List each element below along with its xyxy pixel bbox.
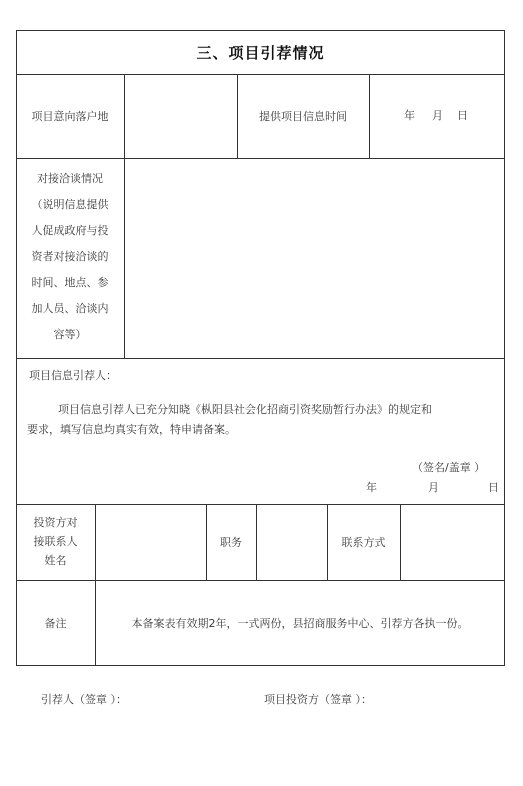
landing-location-label: 项目意向落户地: [31, 110, 109, 123]
section-title: 三、项目引荐情况: [196, 43, 325, 62]
position-label: 职务: [220, 536, 242, 549]
position-field[interactable]: [256, 504, 327, 580]
investor-contact-label-line: 接联系人: [33, 535, 78, 548]
investor-contact-label-line: 姓名: [44, 554, 67, 567]
info-time-field[interactable]: [369, 74, 505, 158]
contact-method-label: 联系方式: [341, 536, 386, 549]
sign-label: （签名/盖章 ）: [412, 461, 486, 474]
table-divider: [16, 358, 505, 359]
contact-method-field[interactable]: [400, 504, 505, 580]
remarks-text: 本备案表有效期2年，一式两份，县招商服务中心、引荐方各执一份。: [131, 617, 469, 630]
investor-contact-name-field[interactable]: [95, 504, 206, 580]
remarks-label: 备注: [44, 617, 67, 630]
negotiation-label-line: 人促成政府与投: [31, 224, 109, 237]
negotiation-label-line: 时间、地点、参: [31, 276, 109, 289]
date-year-label: 年: [404, 109, 415, 122]
investor-signature-label: 项目投资方（签章 ）：: [264, 693, 372, 706]
recommender-signature-label: 引荐人（签章 ）：: [41, 693, 127, 706]
recommender-statement-line1: 项目信息引荐人已充分知晓《枞阳县社会化招商引资奖励暂行办法》的规定和: [58, 403, 432, 416]
negotiation-label-line: 加人员、洽谈内: [31, 302, 109, 315]
date-month-label: 月: [432, 109, 443, 122]
info-time-label: 提供项目信息时间: [259, 110, 347, 123]
recommender-label: 项目信息引荐人：: [29, 369, 117, 382]
recommender-statement-line2: 要求，填写信息均真实有效，特申请备案。: [27, 423, 236, 436]
investor-contact-label: [16, 513, 95, 570]
landing-location-field[interactable]: [124, 74, 237, 158]
negotiation-label: [16, 166, 124, 348]
investor-contact-label-line: 投资方对: [33, 516, 78, 529]
negotiation-label-line: （说明信息提供: [31, 198, 109, 211]
negotiation-label-line: 资者对接洽谈的: [31, 250, 109, 263]
sign-date-year-label: 年: [366, 481, 377, 494]
negotiation-label-line: 对接洽谈情况: [37, 172, 103, 185]
sign-date-month-label: 月: [428, 481, 439, 494]
sign-date-day-label: 日: [488, 481, 499, 494]
date-day-label: 日: [457, 109, 468, 122]
negotiation-field[interactable]: [124, 158, 505, 358]
negotiation-label-line: 容等）: [53, 328, 87, 341]
